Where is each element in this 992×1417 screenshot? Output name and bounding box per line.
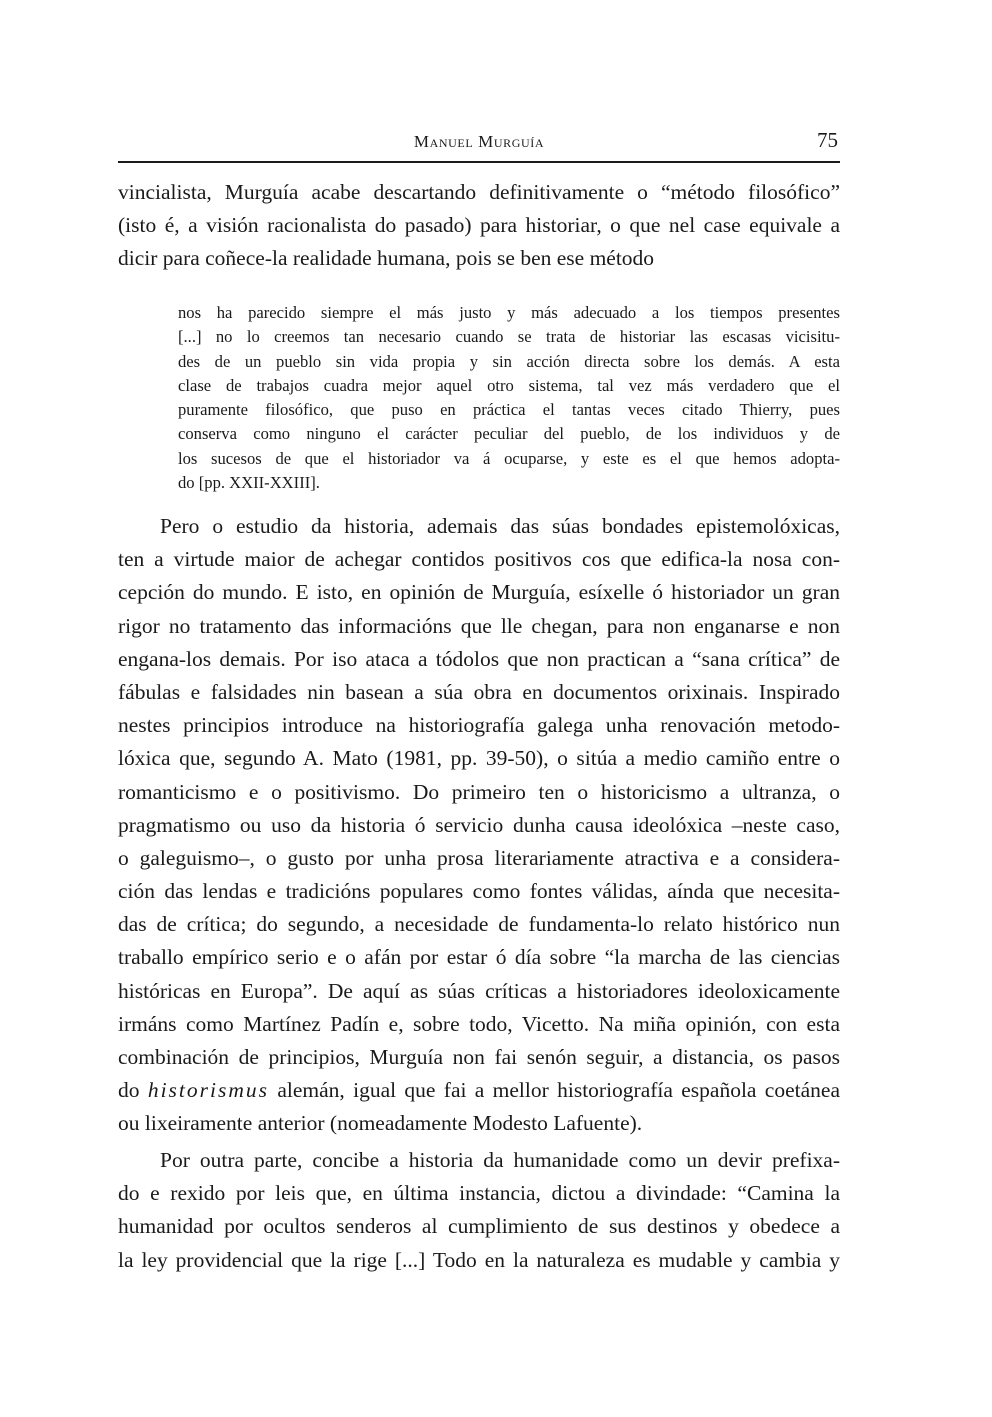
block-quote (178, 301, 840, 495)
quote-line: des de un pueblo sin vida propia y sin acción directa sobre los demás. A esta (178, 351, 840, 371)
running-header (118, 128, 840, 158)
text-line: irmáns como Martínez Padín e, sobre todo, Vicetto. Na miña opinión, con esta (118, 1011, 840, 1036)
text-line: históricas en Europa”. De aquí as súas críticas a historiadores ideoloxicamente (118, 978, 840, 1003)
paragraph-2 (118, 510, 840, 1141)
text-line: dicir para coñece-la realidade humana, pois se ben ese método (118, 246, 655, 271)
text-line: pragmatismo ou uso da historia ó servicio dunha causa ideolóxica –neste caso, (118, 812, 840, 837)
text-line: humanidad por ocultos senderos al cumplimiento de sus destinos y obedece a (118, 1214, 840, 1239)
paragraph-1 (118, 176, 840, 276)
quote-line: [...] no lo creemos tan necesario cuando se trata de historiar las escasas vicisitu- (178, 327, 840, 347)
quote-line: nos ha parecido siempre el más justo y más adecuado a los tiempos presentes (178, 303, 840, 322)
text-line-with-italic (118, 1074, 840, 1107)
text-line: rigor no tratamento das informacións que lle chegan, para non enganarse e non (118, 613, 840, 638)
text-line: ou lixeiramente anterior (nomeadamente Modesto Lafuente). (118, 1111, 643, 1136)
text-line: nestes principios introduce na historiografía galega unha renovación metodo- (118, 713, 840, 738)
text-line: combinación de principios, Murguía non fai senón seguir, a distancia, os pasos (118, 1045, 840, 1069)
text-line: ción das lendas e tradicións populares como fontes válidas, aínda que necesita- (118, 879, 840, 904)
quote-line: do [pp. XXII-XXIII]. (178, 473, 320, 493)
header-rule (118, 161, 840, 163)
quote-line: puramente filosófico, que puso en práctica el tantas veces citado Thierry, pues (178, 400, 840, 420)
text-line: lóxica que, segundo A. Mato (1981, pp. 39-50), o sitúa a medio camiño entre o (118, 746, 840, 771)
text-line: das de crítica; do segundo, a necesidade de fundamenta-lo relato histórico nun (118, 912, 840, 937)
text-line: ten a virtude maior de achegar contidos positivos cos que edifica-la nosa con- (118, 547, 840, 572)
paragraph-3 (118, 1144, 840, 1277)
text-segment: do (118, 1078, 148, 1103)
italic-term: historismus (147, 1078, 269, 1103)
text-line: romanticismo e o positivismo. Do primeiro ten o historicismo a ultranza, o (118, 779, 840, 804)
text-line: cepción do mundo. E isto, en opinión de Murguía, esíxelle ó historiador un gran (118, 580, 840, 605)
text-line: engana-los demais. Por iso ataca a tódolos que non practican a “sana crítica” de (118, 646, 840, 671)
text-line: do e rexido por leis que, en última instancia, dictou a divindade: “Camina la (118, 1181, 840, 1206)
quote-line: los sucesos de que el historiador va á ocuparse, y este es el que hemos adopta- (178, 448, 840, 468)
text-line: Pero o estudio da historia, ademais das súas bondades epistemolóxicas, (160, 514, 840, 538)
text-line: traballo empírico serio e o afán por estar ó día sobre “la marcha de las ciencias (118, 945, 840, 970)
text-line: vincialista, Murguía acabe descartando definitivamente o “método filosófico” (118, 180, 840, 204)
text-line: fábulas e falsidades nin basean a súa obra en documentos orixinais. Inspirado (118, 679, 840, 704)
text-line: (isto é, a visión racionalista do pasado) para historiar, o que nel case equivale a (118, 213, 840, 238)
text-line: la ley providencial que la rige [...] Todo en la naturaleza es mudable y cambia y (118, 1247, 840, 1272)
page-number: 75 (817, 128, 838, 152)
text-segment: alemán, igual que fai a mellor historiografía española coetánea (269, 1078, 840, 1103)
running-title: Manuel Murguía (413, 132, 545, 151)
quote-line: conserva como ninguno el carácter peculiar del pueblo, de los individuos y de (178, 424, 840, 444)
quote-line: clase de trabajos cuadra mejor aquel otro sistema, tal vez más verdadero que el (178, 375, 840, 395)
text-line: o galeguismo–, o gusto por unha prosa literariamente atractiva e a considera- (118, 845, 840, 870)
text-line: Por outra parte, concibe a historia da humanidade como un devir prefixa- (160, 1148, 840, 1172)
